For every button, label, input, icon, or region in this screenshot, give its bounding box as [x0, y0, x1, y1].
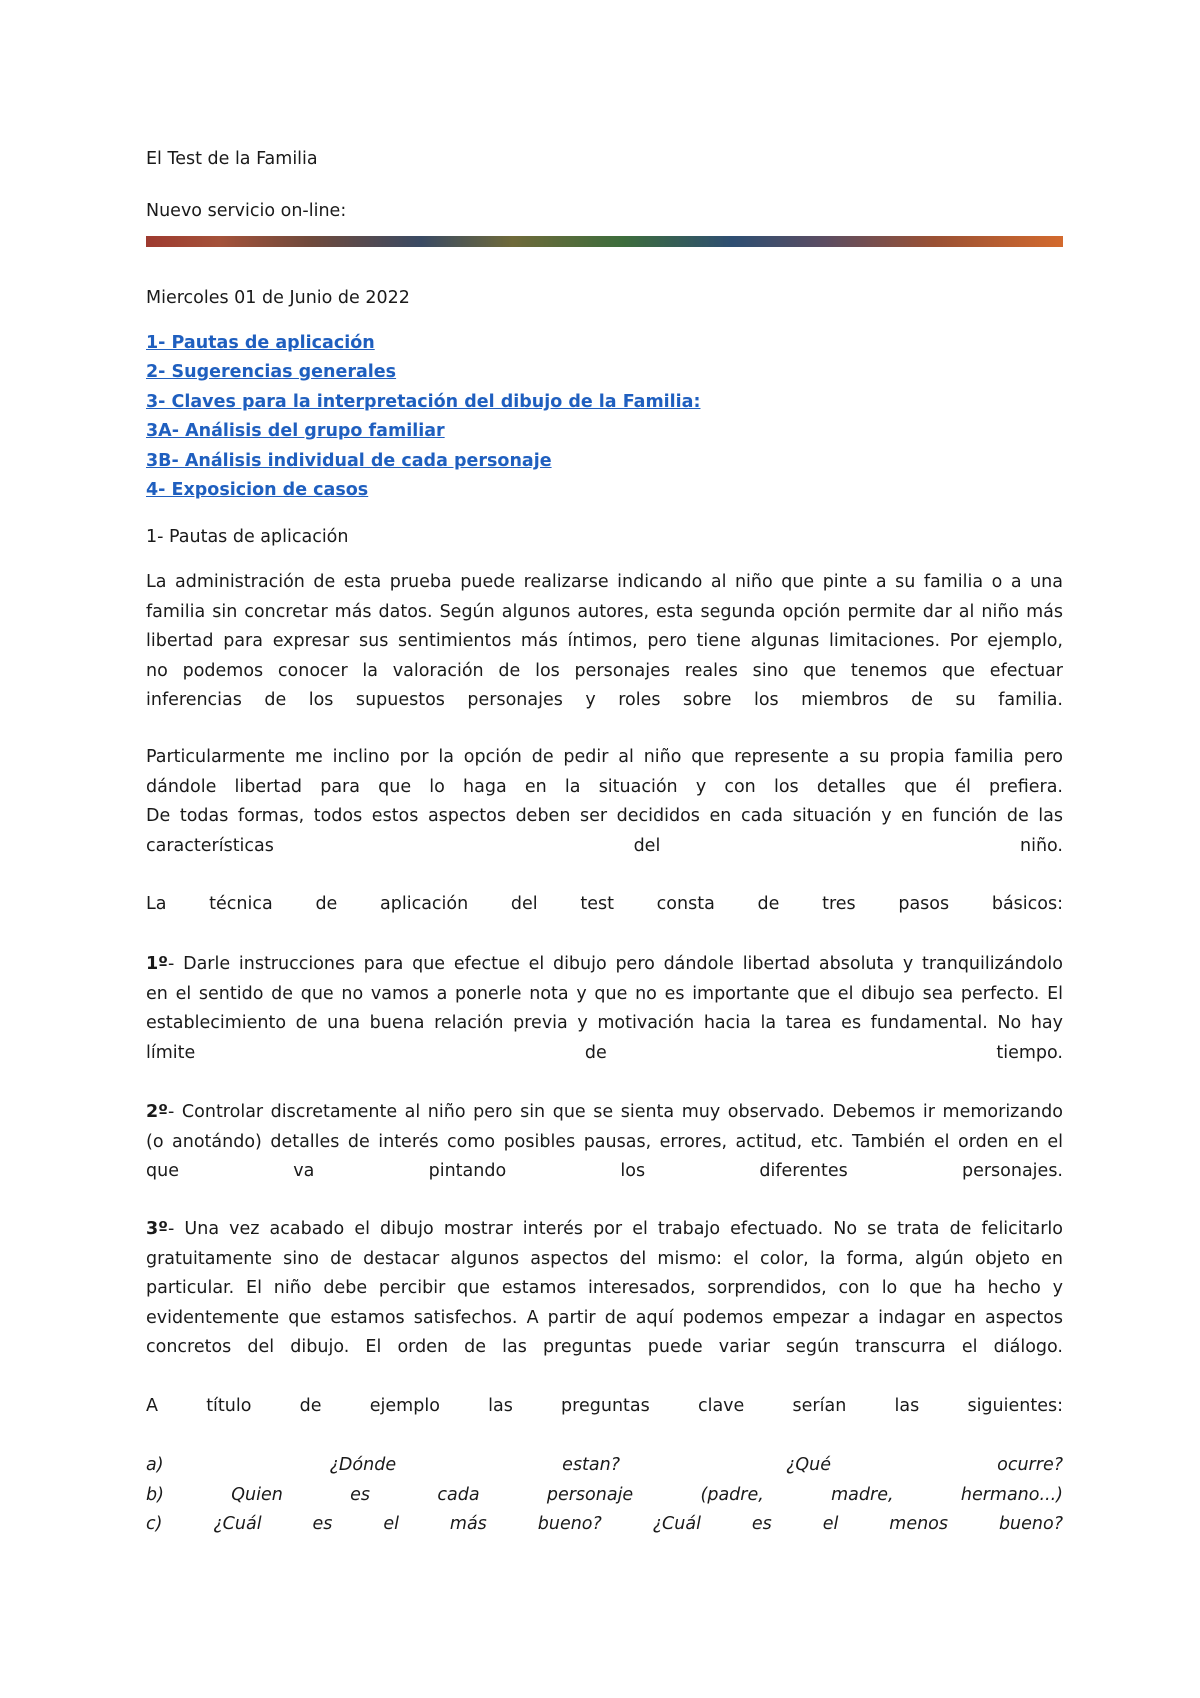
document-subtitle: Nuevo servicio on-line: [146, 201, 347, 221]
document-title: El Test de la Familia [146, 149, 318, 169]
paragraph-line: concretos del dibujo. El orden de las preguntas puede variar según transcurra el diálogo. [146, 1337, 1063, 1357]
toc-link-analisis-individual[interactable]: 3B- Análisis individual de cada personaje [146, 451, 552, 471]
toc-link-sugerencias[interactable]: 2- Sugerencias generales [146, 362, 397, 382]
paragraph-line: 1º- Darle instrucciones para que efectue el dibujo pero dándole libertad absoluta y tranquilizándolo [146, 954, 1063, 974]
decorative-divider [146, 236, 1063, 247]
paragraph-line: 2º- Controlar discretamente al niño pero sin que se sienta muy observado. Debemos ir memorizando [146, 1102, 1063, 1122]
step-2 [146, 1098, 1063, 1187]
paragraph-line: características del niño. [146, 835, 1063, 856]
paragraph-line: (o anotándo) detalles de interés como posibles pausas, errores, actitud, etc. También el orden en el [146, 1131, 1063, 1152]
list-item: c) ¿Cuál es el más bueno? ¿Cuál es el menos bueno? [146, 1514, 1063, 1534]
paragraph-line: límite de tiempo. [146, 1042, 1063, 1063]
paragraph-2 [146, 743, 1063, 861]
paragraph-line: libertad para expresar sus sentimientos más íntimos, pero tiene algunas limitaciones. Por ejemplo, [146, 631, 1063, 651]
paragraph-line: La técnica de aplicación del test consta de tres pasos básicos: [146, 894, 1063, 914]
paragraph-line: La administración de esta prueba puede realizarse indicando al niño que pinte a su familia o a una [146, 572, 1063, 592]
paragraph-line: inferencias de los supuestos personajes y roles sobre los miembros de su familia. [146, 690, 1063, 710]
step-number: 1º [146, 954, 169, 974]
toc-link-grupo-familiar[interactable]: 3A- Análisis del grupo familiar [146, 421, 445, 441]
step-number: 2º [146, 1102, 169, 1122]
list-item: b) Quien es cada personaje (padre, madre, hermano...) [146, 1484, 1063, 1505]
step-1 [146, 950, 1063, 1068]
paragraph-4 [146, 1392, 1063, 1422]
toc-link-pautas[interactable]: 1- Pautas de aplicación [146, 333, 375, 353]
step-3 [146, 1215, 1063, 1363]
paragraph-line: gratuitamente sino de destacar algunos aspectos del mismo: el color, la forma, algún objeto en [146, 1248, 1063, 1269]
paragraph-line: en el sentido de que no vamos a ponerle nota y que no es importante que el dibujo sea perfecto. El [146, 983, 1063, 1004]
toc-link-claves[interactable]: 3- Claves para la interpretación del dibujo de la Familia: [146, 392, 701, 412]
paragraph-line: que va pintando los diferentes personajes. [146, 1161, 1063, 1181]
section-heading: 1- Pautas de aplicación [146, 527, 349, 547]
paragraph-line: particular. El niño debe percibir que estamos interesados, sorprendidos, con lo que ha hecho y [146, 1278, 1063, 1298]
list-item: a) ¿Dónde estan? ¿Qué ocurre? [146, 1455, 1063, 1475]
paragraph-line: no podemos conocer la valoración de los personajes reales sino que tenemos que efectuar [146, 660, 1063, 681]
paragraph-line: evidentemente que estamos satisfechos. A partir de aquí podemos empezar a indagar en aspectos [146, 1307, 1063, 1328]
paragraph-line: 3º- Una vez acabado el dibujo mostrar interés por el trabajo efectuado. No se trata de felicitarlo [146, 1219, 1063, 1239]
paragraph-3 [146, 890, 1063, 920]
paragraph-line: establecimiento de una buena relación previa y motivación hacia la tarea es fundamental. No hay [146, 1013, 1063, 1033]
paragraph-1 [146, 568, 1063, 716]
step-number: 3º [146, 1219, 169, 1239]
question-list [146, 1451, 1063, 1540]
paragraph-line: dándole libertad para que lo haga en la situación y con los detalles que él prefiera. [146, 776, 1063, 797]
paragraph-line: Particularmente me inclino por la opción de pedir al niño que represente a su propia familia pero [146, 747, 1063, 767]
paragraph-line: familia sin concretar más datos. Según algunos autores, esta segunda opción permite dar al niño más [146, 601, 1063, 622]
paragraph-line: De todas formas, todos estos aspectos deben ser decididos en cada situación y en función de las [146, 806, 1063, 826]
document-date: Miercoles 01 de Junio de 2022 [146, 288, 410, 308]
toc-link-casos[interactable]: 4- Exposicion de casos [146, 480, 369, 500]
paragraph-line: A título de ejemplo las preguntas clave serían las siguientes: [146, 1396, 1063, 1416]
